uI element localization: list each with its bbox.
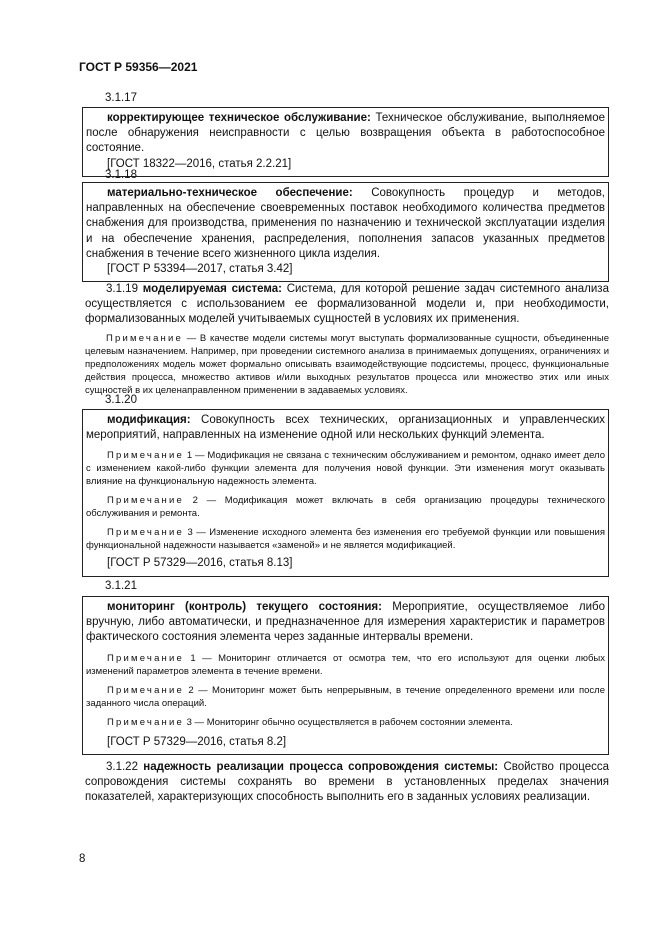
term: моделируемая система: (142, 283, 282, 295)
note (85, 332, 609, 397)
source-reference: [ГОСТ 18322—2016, статья 2.2.21] (107, 157, 292, 170)
definition-text: Совокупность всех технических, организационных и управленческих мероприятий, направленных на изменение одной или нескольких функций элемента. (86, 414, 605, 442)
note-label: Примечание (107, 716, 184, 728)
definition-3-1-21 (86, 600, 605, 646)
note-3 (86, 716, 605, 729)
note-text: 1 — Модификация не связана с техническим обслуживанием и ремонтом, однако имеет дело с изменением какой-либо функции элемента для получения новой функции. Эти изменения могут оказывать влияние на функциональную надежность элемента. (86, 450, 605, 488)
definition-3-1-19 (85, 282, 609, 328)
note-1 (86, 449, 605, 488)
term-block-3-1-19 (85, 282, 609, 397)
term: модификация: (107, 414, 191, 426)
note-label: Примечание (107, 527, 184, 539)
term-number-3-1-18: 3.1.18 (105, 169, 137, 181)
note-label: Примечание (107, 495, 184, 507)
note-label: Примечание (107, 652, 184, 664)
document-header: ГОСТ Р 59356—2021 (79, 60, 198, 74)
note-1 (86, 652, 605, 678)
definition-3-1-17 (86, 111, 605, 157)
note-text: 1 — Мониторинг отличается от осмотра тем, что его используют для оценки любых изменений параметров элемента в течение времени. (86, 652, 605, 677)
term-number-3-1-21: 3.1.21 (105, 580, 137, 592)
term-number-3-1-17: 3.1.17 (105, 92, 137, 104)
definition-3-1-20 (86, 413, 605, 443)
definition-text: Техническое обслуживание, выполняемое после обнаружения неисправности с целью возвращения объекта в работоспособное состояние. (86, 112, 605, 155)
source-reference: [ГОСТ Р 57329—2016, статья 8.13] (107, 557, 293, 570)
note-text: 3 — Изменение исходного элемента без изменения его требуемой функции или повышения функциональной надежности называется «заменой» и не является модификацией. (86, 527, 605, 552)
term-number: 3.1.22 (106, 761, 138, 773)
note-3 (86, 526, 605, 552)
definition-3-1-18 (86, 186, 605, 262)
page-number: 8 (79, 853, 86, 865)
term: корректирующее техническое обслуживание: (107, 112, 371, 124)
definition-3-1-22 (85, 760, 609, 806)
term-box-3-1-18 (82, 182, 609, 282)
definition-text: Мероприятие, осуществляемое либо вручную, либо автоматически, и предназначенное для измерения характеристик и параметров фактического состояния элемента через заданные интервалы времени. (86, 601, 605, 644)
term: надежность реализации процесса сопровождения системы: (143, 761, 499, 773)
note-text: 2 — Модификация может включать в себя организацию процедуры технического обслуживания и ремонта. (86, 495, 605, 520)
term: материально-техническое обеспечение: (107, 187, 353, 199)
note-text: 2 — Мониторинг может быть непрерывным, в течение определенного времени или после заданного числа операций. (86, 684, 605, 709)
note-label: Примечание (107, 450, 184, 462)
term-box-3-1-21 (82, 596, 609, 755)
definition-text: Система, для которой решение задач системного анализа осуществляется с использованием ее формализованной модели и, при необходимости, формализованных моделей учитываемых сущностей в условиях их применения. (85, 283, 609, 326)
term-number-3-1-20: 3.1.20 (105, 394, 137, 406)
term-box-3-1-20 (82, 409, 609, 577)
term: мониторинг (контроль) текущего состояния: (107, 601, 382, 613)
definition-text: Совокупность процедур и методов, направленных на обеспечение своевременных поставок необходимого количества предметов снабжения для производства, применения по назначению и технической эксплуатации изделия и на обеспечение хранения, распределения, пополнения запасов указанных предметов снабжения в течение всего жизненного цикла изделия. (86, 187, 605, 260)
note-2 (86, 684, 605, 710)
term-number: 3.1.19 (106, 283, 138, 295)
note-text: 3 — Мониторинг обычно осуществляется в рабочем состоянии элемента. (184, 716, 513, 728)
note-label: Примечание (106, 332, 183, 344)
note-2 (86, 494, 605, 520)
note-text: — В качестве модели системы могут выступать формализованные сущности, объединенные целевым назначением. Например, при проведении системного анализа в принимаемых допущениях, ограничениях и предположениях модель может формально описывать взаимодействующие подсистемы, процесс, функциональные действия процесса, множество активов и/или выходных результатов процесса или множество этих или иных сущностей в их целенаправленном применении в задаваемых условиях. (85, 332, 609, 396)
note-label: Примечание (107, 684, 184, 696)
definition-text: Свойство процесса сопровождения системы сохранять во времени в установленных пределах значения показателей, характеризующих способность выполнить его в заданных условиях реализации. (85, 761, 610, 804)
term-box-3-1-17 (82, 107, 609, 177)
source-reference: [ГОСТ Р 53394—2017, статья 3.42] (107, 263, 293, 276)
source-reference: [ГОСТ Р 57329—2016, статья 8.2] (107, 735, 287, 748)
term-block-3-1-22 (85, 760, 609, 806)
